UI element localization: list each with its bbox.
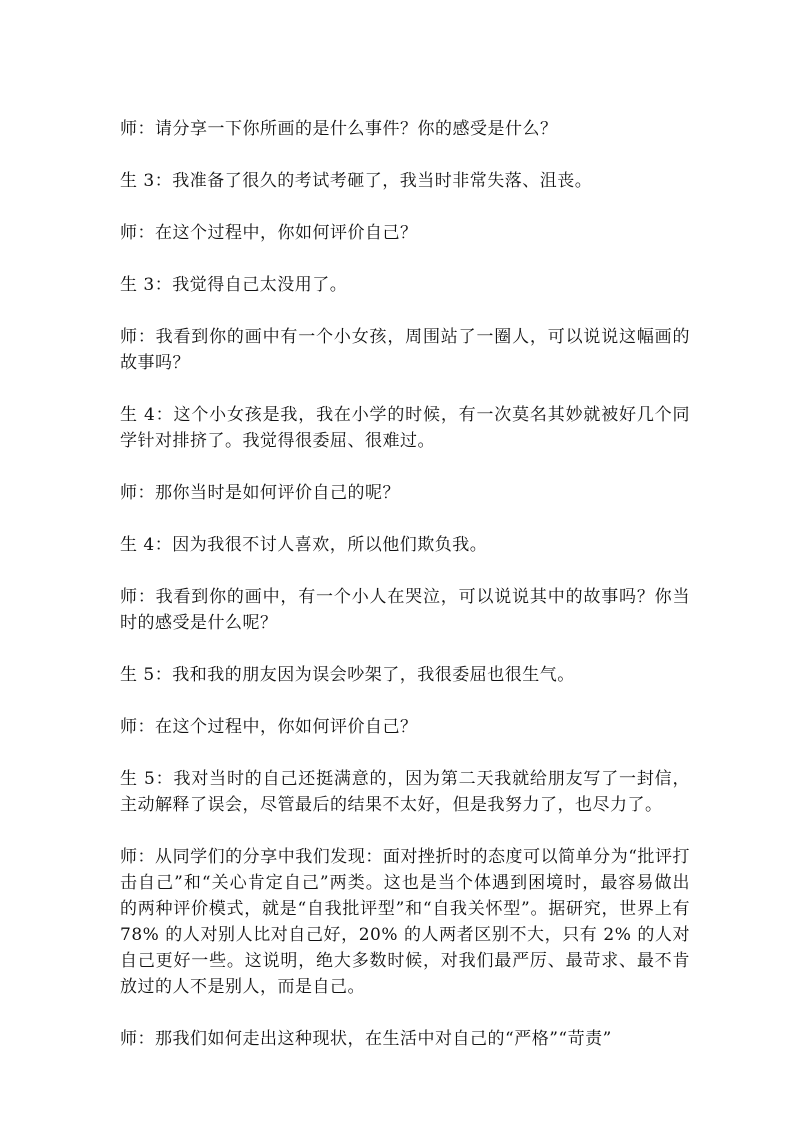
teacher-question-crying-figure: 师：我看到你的画中，有一个小人在哭泣，可以说说其中的故事吗？你当时的感受是什么呢？ (120, 587, 690, 633)
teacher-question-self-evaluation-2: 师：在这个过程中，你如何评价自己？ (120, 717, 418, 737)
teacher-summary-research: 师：从同学们的分享中我们发现：面对挫折时的态度可以简单分为“批评打击自己”和“关心肯定自己”两类。这也是当个体遇到困境时，最容易做出的两种评价模式，就是“自我批评型”和“自我关怀型”。据研究，世界上有 78% 的人对别人比对自己好，20% 的人两者区别不大，只有 2% 的人对自己更好一些。这说明，绝大多数时候，对我们最严厉、最苛求、最不肯放过的人不是别人，而是自己。 (120, 847, 690, 997)
document-body (120, 116, 690, 1078)
student5-answer-quarrel: 生 5：我和我的朋友因为误会吵架了，我很委屈也很生气。 (120, 665, 575, 685)
student5-answer-satisfied: 生 5：我对当时的自己还挺满意的，因为第二天我就给朋友写了一封信，主动解释了误会，尽管最后的结果不太好，但是我努力了，也尽力了。 (120, 769, 690, 815)
student4-answer-bullied: 生 4：因为我很不讨人喜欢，所以他们欺负我。 (120, 535, 488, 555)
teacher-question-continuation: 师：那我们如何走出这种现状，在生活中对自己的“严格”“苛责” (120, 1029, 612, 1049)
student3-answer-useless: 生 3：我觉得自己太没用了。 (120, 275, 348, 295)
student4-answer-excluded: 生 4：这个小女孩是我，我在小学的时候，有一次莫名其妙就被好几个同学针对排挤了。我觉得很委屈、很难过。 (120, 405, 690, 451)
student3-answer-exam: 生 3：我准备了很久的考试考砸了，我当时非常失落、沮丧。 (120, 171, 593, 191)
teacher-question-share-event: 师：请分享一下你所画的是什么事件？你的感受是什么？ (120, 119, 558, 139)
teacher-question-how-evaluate: 师：那你当时是如何评价自己的呢？ (120, 483, 400, 503)
teacher-question-girl-drawing: 师：我看到你的画中有一个小女孩，周围站了一圈人，可以说说这幅画的故事吗？ (120, 327, 690, 373)
teacher-question-self-evaluation: 师：在这个过程中，你如何评价自己？ (120, 223, 418, 243)
